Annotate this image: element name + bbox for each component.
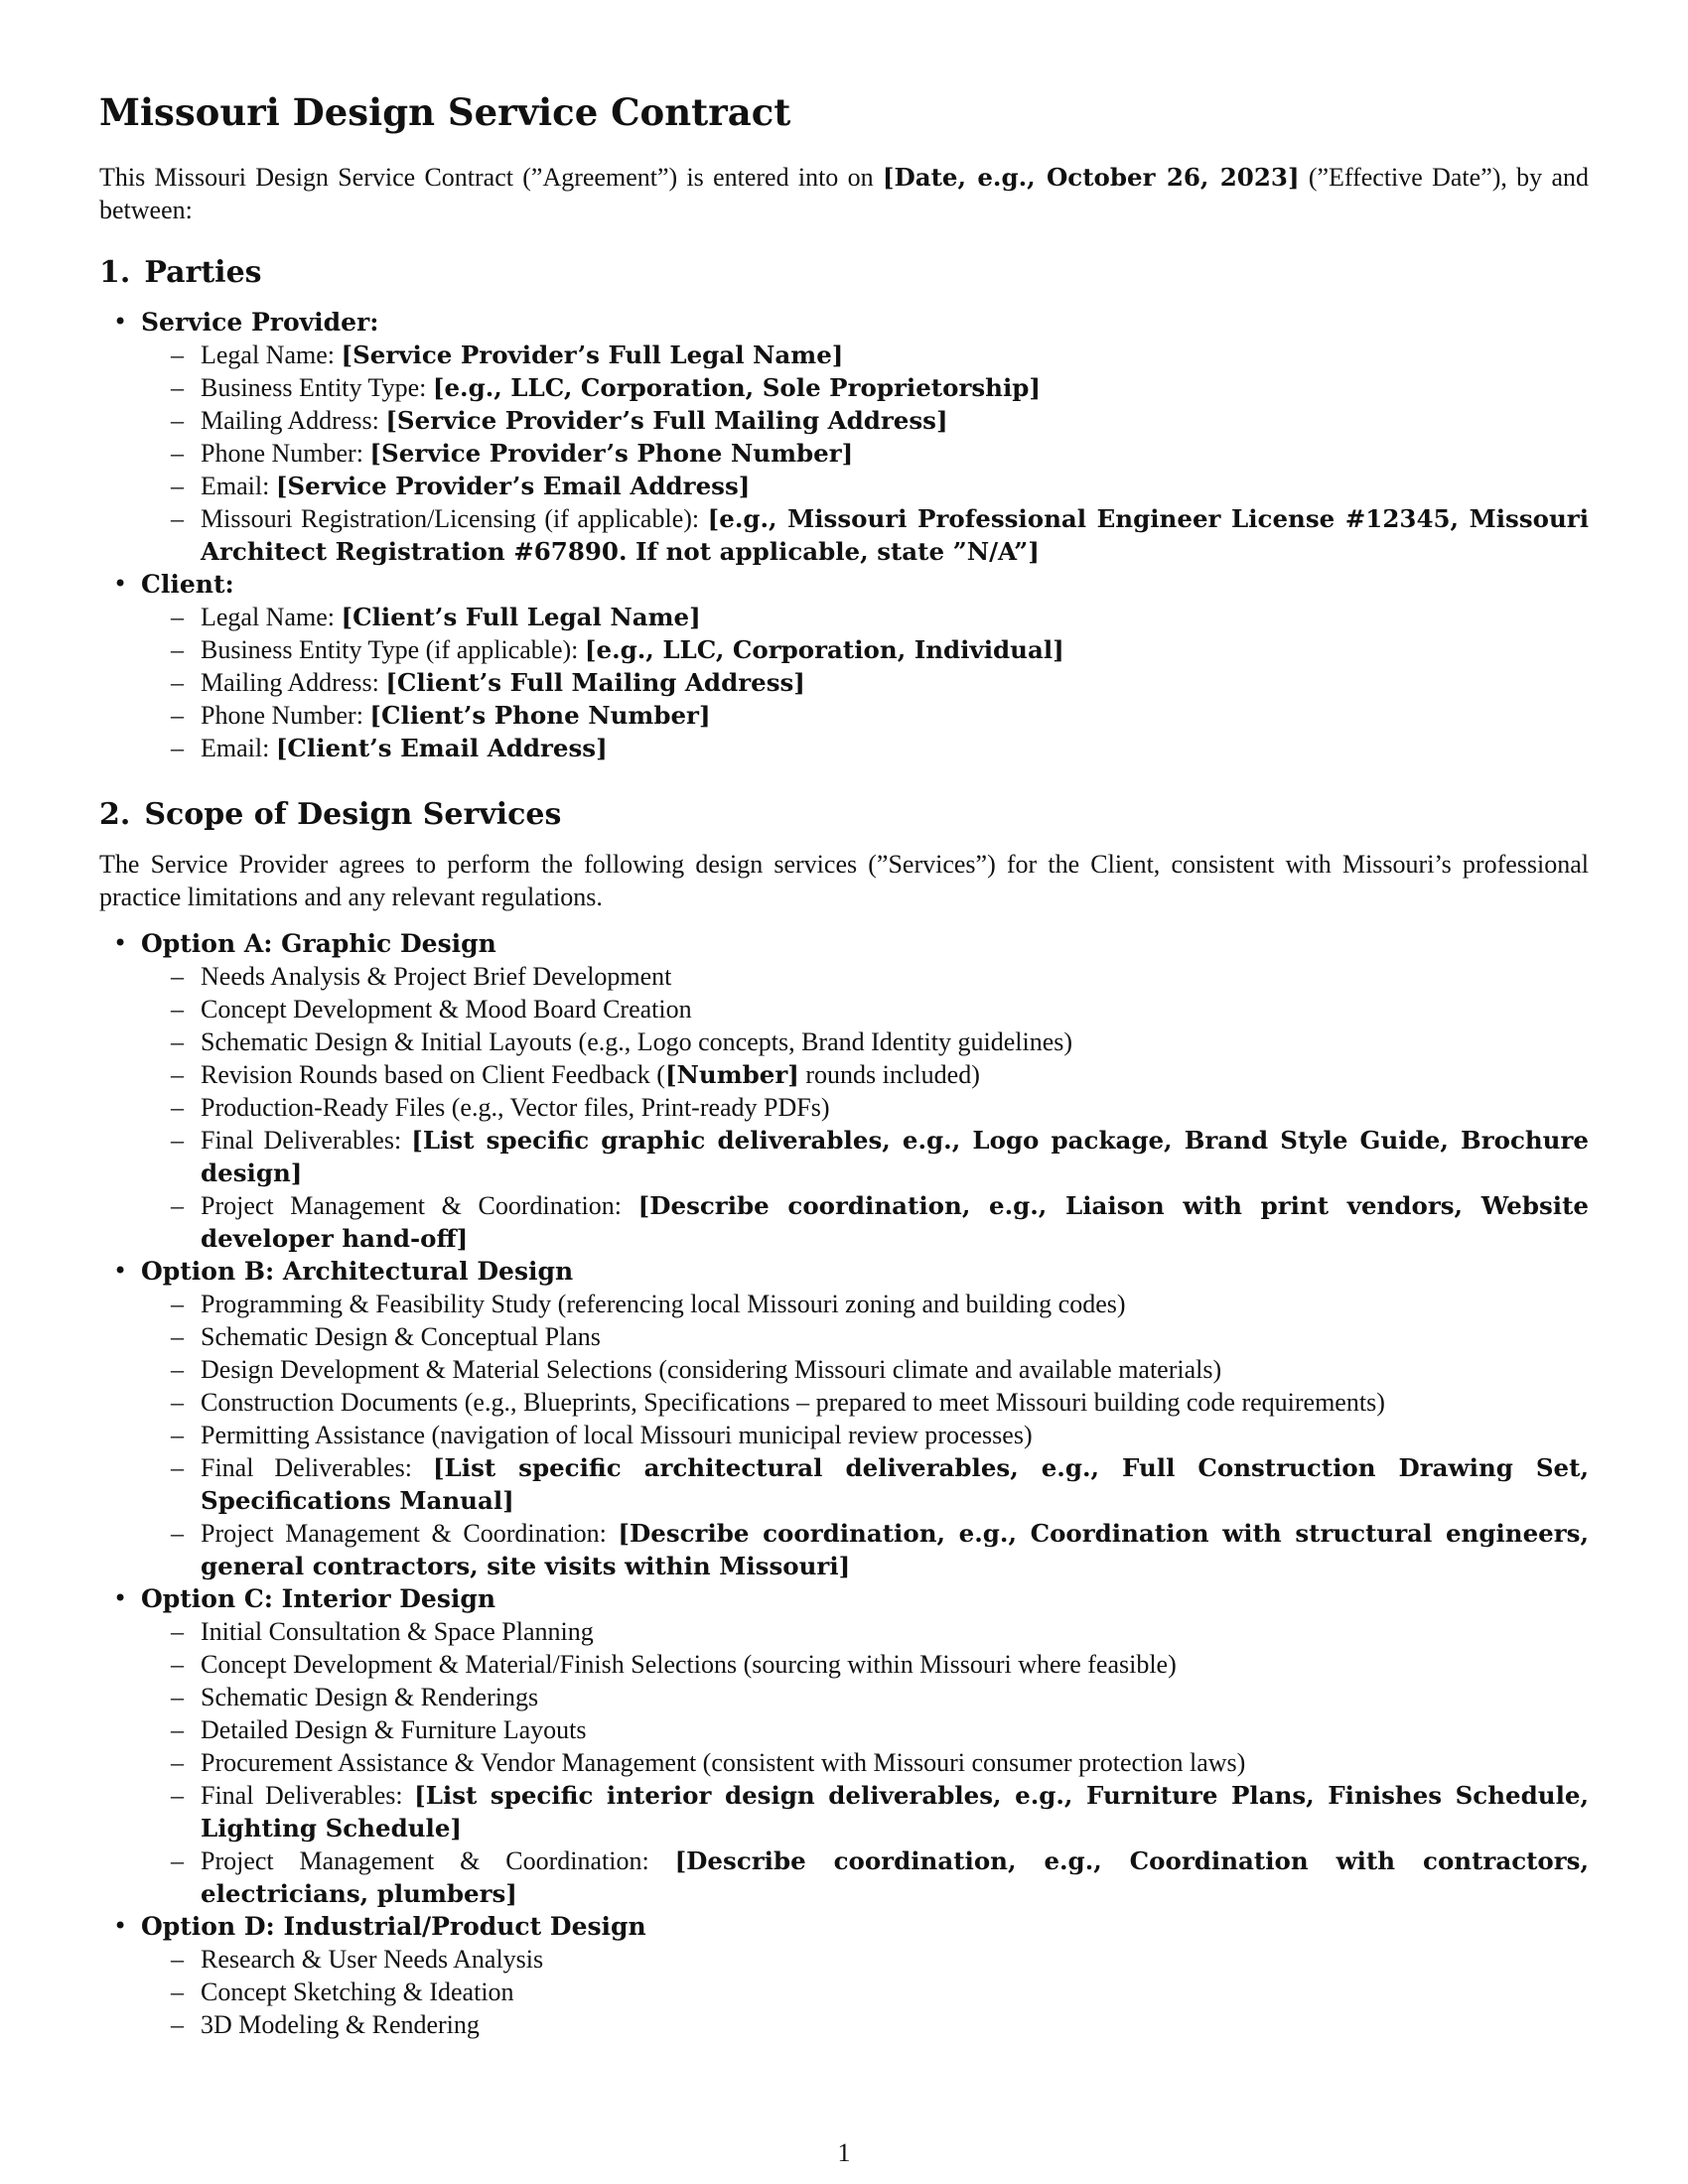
dash-icon: – [171, 734, 184, 762]
placeholder-text: [Service Provider’s Phone Number] [369, 439, 854, 468]
item-text: Concept Development & Material/Finish Selections (sourcing within Missouri where feasible) [201, 1650, 1177, 1679]
dash-icon: – [171, 2010, 184, 2039]
placeholder-text: [List specific interior design deliverables, e.g., Furniture Plans, Finishes Schedule, Lighting Schedule] [201, 1781, 1589, 1843]
placeholder-text: [Describe coordination, e.g., Liaison with print vendors, Website developer hand-off] [201, 1191, 1590, 1253]
list-item [171, 993, 1589, 1025]
dash-icon: – [171, 1650, 184, 1679]
placeholder-text: [Service Provider’s Full Mailing Address] [385, 406, 948, 435]
item-text: Mailing Address: [201, 668, 386, 697]
dash-icon: – [171, 504, 184, 533]
option-a-items [141, 960, 1589, 1255]
list-item [171, 1976, 1589, 2008]
item-text: Email: [201, 472, 276, 500]
item-text: Project Management & Coordination: [201, 1191, 638, 1220]
dash-icon: – [171, 341, 184, 369]
list-item [171, 1648, 1589, 1681]
item-text: Detailed Design & Furniture Layouts [201, 1715, 587, 1744]
list-item [171, 1419, 1589, 1451]
dash-icon: – [171, 1355, 184, 1384]
dash-icon: – [171, 1322, 184, 1351]
list-item [171, 1025, 1589, 1058]
section-number: 1. [99, 255, 131, 290]
dash-icon: – [171, 1060, 184, 1089]
placeholder-text: [e.g., LLC, Corporation, Individual] [584, 635, 1064, 664]
service-provider-fields [141, 339, 1589, 568]
document-title: Missouri Design Service Contract [99, 90, 791, 134]
list-item [171, 1615, 1589, 1648]
list-item [171, 1746, 1589, 1779]
list-item [171, 339, 1589, 371]
section-parties [99, 252, 1589, 764]
dash-icon: – [171, 668, 184, 697]
dash-icon: – [171, 1781, 184, 1810]
list-item [171, 960, 1589, 993]
option-d-items [141, 1943, 1589, 2041]
item-text: Final Deliverables: [201, 1453, 433, 1482]
placeholder-text: [e.g., LLC, Corporation, Sole Proprietorship] [432, 373, 1041, 402]
dash-icon: – [171, 962, 184, 991]
option-b-label: Option B: Architectural Design [141, 1257, 574, 1286]
design-options-list [99, 927, 1589, 2041]
dash-icon: – [171, 1683, 184, 1711]
dash-icon: – [171, 1846, 184, 1875]
list-item [171, 1713, 1589, 1746]
dash-icon: – [171, 1126, 184, 1155]
item-text: Schematic Design & Conceptual Plans [201, 1322, 601, 1351]
dash-icon: – [171, 1617, 184, 1646]
list-item [171, 633, 1589, 666]
dash-icon: – [171, 1453, 184, 1482]
item-text: Business Entity Type (if applicable): [201, 635, 585, 664]
item-text: Final Deliverables: [201, 1781, 415, 1810]
list-item [171, 437, 1589, 470]
dash-icon: – [171, 1027, 184, 1056]
item-text: Legal Name: [201, 603, 342, 631]
item-text: Mailing Address: [201, 406, 386, 435]
option-c-items [141, 1615, 1589, 1910]
dash-icon: – [171, 472, 184, 500]
client-label: Client: [141, 570, 234, 599]
list-item [171, 699, 1589, 732]
page-number: 1 [837, 2138, 851, 2167]
dash-icon: – [171, 995, 184, 1024]
dash-icon: – [171, 1191, 184, 1220]
list-item [171, 1058, 1589, 1091]
bullet-icon: • [113, 308, 128, 336]
item-text: Needs Analysis & Project Brief Development [201, 962, 672, 991]
bullet-icon: • [113, 929, 128, 957]
dash-icon: – [171, 1421, 184, 1449]
item-text: Revision Rounds based on Client Feedback ( [201, 1060, 665, 1089]
list-item [171, 502, 1590, 568]
list-item [171, 1386, 1589, 1419]
dash-icon: – [171, 1978, 184, 2006]
option-b-items [141, 1288, 1589, 1582]
placeholder-text: [Client’s Email Address] [275, 734, 608, 762]
placeholder-text: [List specific architectural deliverables, e.g., Full Construction Drawing Set, Specifications Manual] [201, 1453, 1589, 1515]
placeholder-text: [Client’s Full Legal Name] [341, 603, 701, 631]
dash-icon: – [171, 1519, 184, 1548]
item-text: Legal Name: [201, 341, 342, 369]
item-text: 3D Modeling & Rendering [201, 2010, 480, 2039]
placeholder-text: [e.g., Missouri Professional Engineer License #12345, Missouri Architect Registration #67890. If not applicable, state ”N/A”] [201, 504, 1590, 566]
date-placeholder: [Date, e.g., October 26, 2023] [882, 163, 1300, 192]
option-a-block [113, 927, 1590, 1255]
client-fields [141, 601, 1589, 764]
section-title: Scope of Design Services [144, 797, 562, 832]
dash-icon: – [171, 406, 184, 435]
section-heading-parties [99, 252, 1589, 294]
item-text: Schematic Design & Initial Layouts (e.g., Logo concepts, Brand Identity guidelines) [201, 1027, 1073, 1056]
scope-intro: The Service Provider agrees to perform the following design services (”Services”) for the Client, consistent with Missouri’s professional practice limitations and any relevant regulations. [99, 850, 1589, 911]
dash-icon: – [171, 1715, 184, 1744]
item-text: Initial Consultation & Space Planning [201, 1617, 594, 1646]
list-item [171, 371, 1589, 404]
list-item [171, 601, 1589, 633]
service-provider-label: Service Provider: [141, 308, 379, 337]
item-text: Construction Documents (e.g., Blueprints, Specifications – prepared to meet Missouri building code requirements) [201, 1388, 1385, 1417]
option-c-label: Option C: Interior Design [141, 1584, 496, 1613]
dash-icon: – [171, 635, 184, 664]
dash-icon: – [171, 373, 184, 402]
item-text: Project Management & Coordination: [201, 1519, 619, 1548]
bullet-icon: • [113, 1257, 128, 1285]
bullet-icon: • [113, 1912, 128, 1940]
list-item [171, 2008, 1589, 2041]
list-item [171, 1681, 1589, 1713]
section-title: Parties [144, 255, 262, 290]
placeholder-text: [Service Provider’s Full Legal Name] [341, 341, 844, 369]
list-item [171, 732, 1589, 764]
item-text: Procurement Assistance & Vendor Management (consistent with Missouri consumer protection laws) [201, 1748, 1246, 1777]
item-text: Permitting Assistance (navigation of local Missouri municipal review processes) [201, 1421, 1033, 1449]
placeholder-text: [Describe coordination, e.g., Coordination with structural engineers, general contractors, site visits within Missouri] [201, 1519, 1590, 1580]
item-text: Concept Sketching & Ideation [201, 1978, 514, 2006]
item-text: Missouri Registration/Licensing (if applicable): [201, 504, 708, 533]
item-text: Business Entity Type: [201, 373, 433, 402]
list-item [171, 1517, 1590, 1582]
document-body [99, 85, 1589, 2071]
intro-paragraph [99, 161, 1589, 226]
service-provider-block [113, 306, 1590, 568]
list-item [171, 1844, 1590, 1910]
item-text-after: rounds included) [798, 1060, 980, 1089]
parties-list [99, 306, 1589, 764]
item-text: Phone Number: [201, 701, 370, 730]
option-d-block [113, 1910, 1589, 2041]
dash-icon: – [171, 1748, 184, 1777]
item-text: Phone Number: [201, 439, 370, 468]
list-item [171, 1451, 1589, 1517]
item-text: Programming & Feasibility Study (referencing local Missouri zoning and building codes) [201, 1290, 1126, 1318]
list-item [171, 470, 1589, 502]
placeholder-text: [Service Provider’s Email Address] [275, 472, 751, 500]
intro-text-after: (”Effective Date”), by and between: [99, 163, 1589, 224]
item-text: Design Development & Material Selections (considering Missouri climate and available materials) [201, 1355, 1222, 1384]
item-text: Schematic Design & Renderings [201, 1683, 539, 1711]
list-item [171, 1779, 1589, 1844]
list-item [171, 1353, 1589, 1386]
dash-icon: – [171, 701, 184, 730]
item-text: Research & User Needs Analysis [201, 1945, 544, 1974]
list-item [171, 1320, 1589, 1353]
list-item [171, 1124, 1589, 1189]
intro-text-before: This Missouri Design Service Contract (”Agreement”) is entered into on [99, 163, 883, 192]
list-item [171, 1288, 1589, 1320]
section-heading-scope [99, 794, 1589, 836]
option-d-label: Option D: Industrial/Product Design [141, 1912, 646, 1941]
item-text: Concept Development & Mood Board Creation [201, 995, 692, 1024]
bullet-icon: • [113, 1584, 128, 1612]
placeholder-text: [Describe coordination, e.g., Coordination with contractors, electricians, plumbers] [201, 1846, 1590, 1908]
option-c-block [113, 1582, 1590, 1910]
list-item [171, 1189, 1590, 1255]
dash-icon: – [171, 439, 184, 468]
item-text: Email: [201, 734, 276, 762]
list-item [171, 404, 1589, 437]
item-text: Project Management & Coordination: [201, 1846, 675, 1875]
section-scope [99, 794, 1589, 2041]
bullet-icon: • [113, 570, 128, 598]
placeholder-text: [Client’s Phone Number] [369, 701, 711, 730]
option-a-label: Option A: Graphic Design [141, 929, 496, 958]
placeholder-text: [Number] [664, 1060, 799, 1089]
placeholder-text: [List specific graphic deliverables, e.g., Logo package, Brand Style Guide, Brochure design] [201, 1126, 1589, 1187]
list-item [171, 1943, 1589, 1976]
dash-icon: – [171, 603, 184, 631]
dash-icon: – [171, 1093, 184, 1122]
item-text: Production-Ready Files (e.g., Vector files, Print-ready PDFs) [201, 1093, 830, 1122]
item-text: Final Deliverables: [201, 1126, 412, 1155]
client-block [113, 568, 1589, 764]
list-item [171, 1091, 1589, 1124]
dash-icon: – [171, 1388, 184, 1417]
section-number: 2. [99, 797, 131, 832]
dash-icon: – [171, 1945, 184, 1974]
list-item [171, 666, 1589, 699]
dash-icon: – [171, 1290, 184, 1318]
option-b-block [113, 1255, 1590, 1582]
placeholder-text: [Client’s Full Mailing Address] [385, 668, 805, 697]
